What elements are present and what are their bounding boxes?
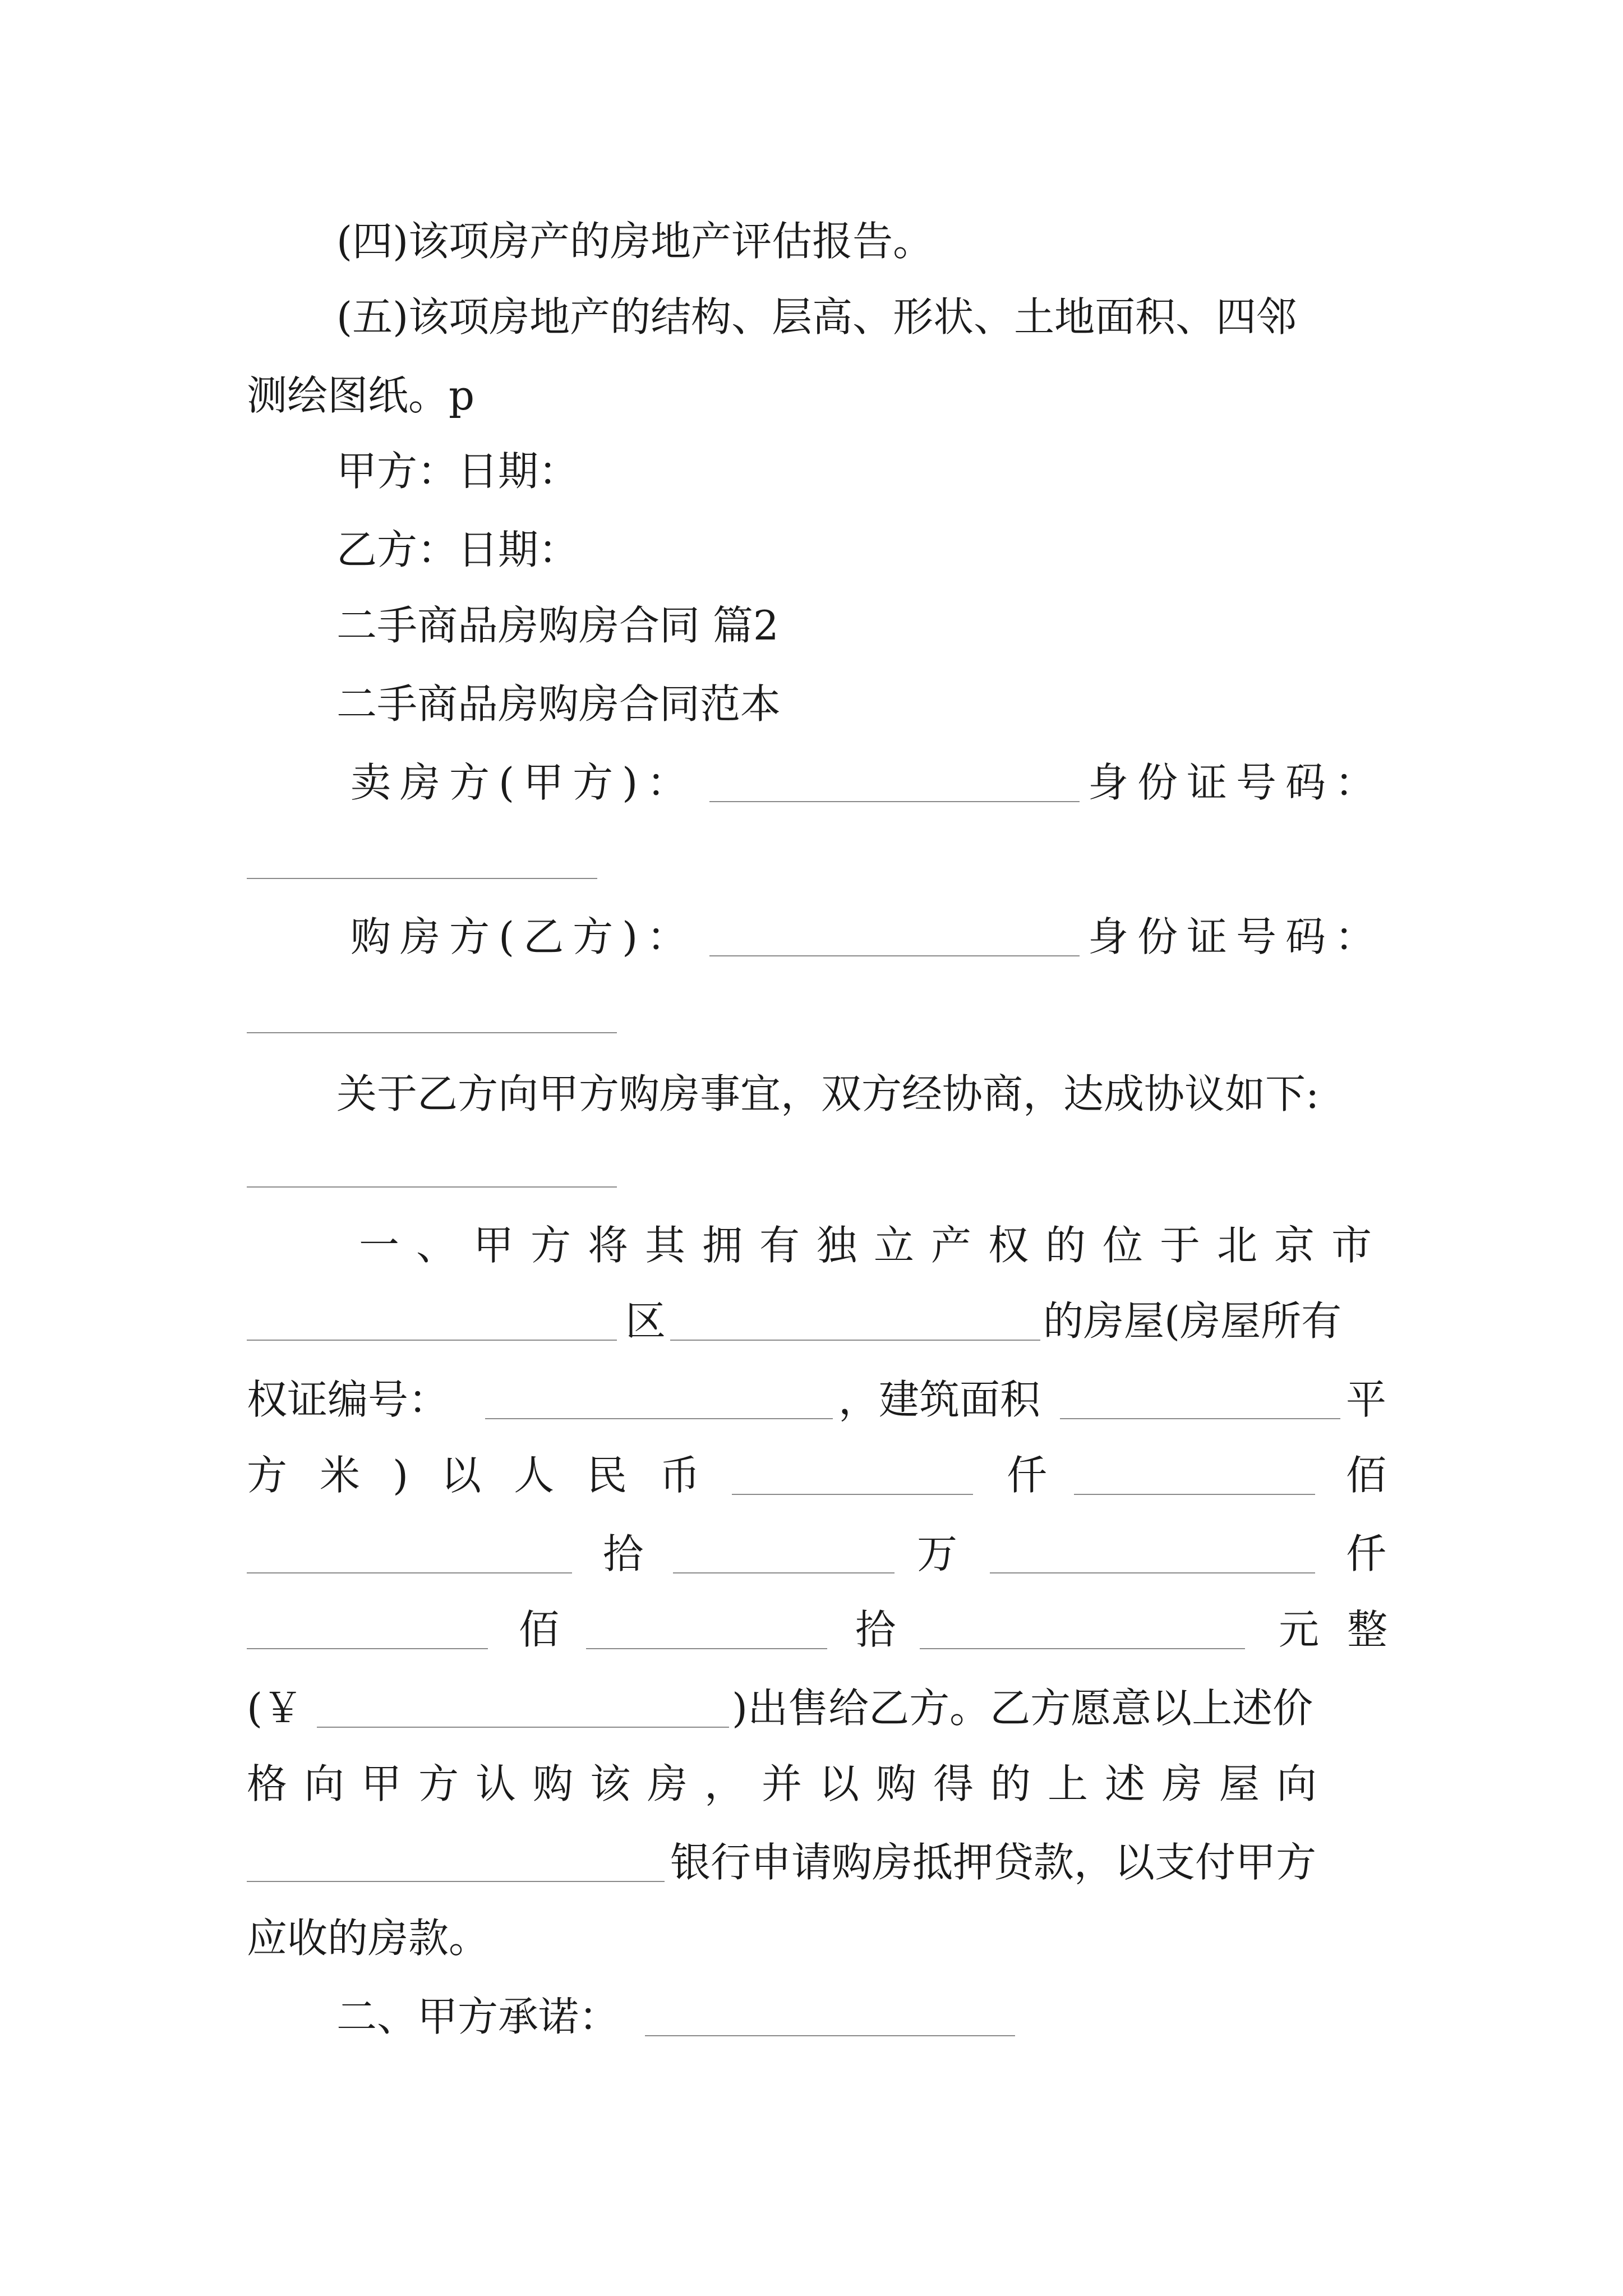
seller-id-label: 身份证号码：: [1088, 759, 1385, 806]
buyer-label: 购房方(乙方)：: [351, 913, 697, 960]
price-wan-blank: [673, 1572, 895, 1573]
yen-symbol: (￥: [247, 1685, 303, 1732]
party-a-date-label: 甲方：日期：: [336, 448, 579, 495]
cert-label: 权证编号：: [247, 1376, 449, 1423]
cert-number-blank: [485, 1418, 833, 1419]
area-blank: [1060, 1418, 1340, 1419]
item-4-text: (四)该项房产的房地产评估报告。: [336, 218, 934, 265]
qian-label: 仟: [1007, 1452, 1048, 1499]
district-blank: [247, 1340, 617, 1341]
buyer-name-blank: [709, 955, 1080, 956]
purchase-text: 格向甲方认购该房，并以购得的上述房屋向: [247, 1760, 1334, 1807]
chapter-heading: 二手商品房购房合同 篇2: [336, 602, 779, 649]
intro-blank: [247, 1186, 617, 1188]
price-figure-blank: [317, 1727, 729, 1728]
loan-text: 银行申请购房抵押贷款，以支付甲方: [670, 1839, 1317, 1886]
shi-label: 拾: [603, 1530, 644, 1577]
price-qian-blank: [732, 1494, 973, 1495]
house-label: 的房屋(房屋所有: [1043, 1297, 1342, 1345]
seller-name-blank: [709, 801, 1080, 802]
price-qian2-blank: [990, 1572, 1315, 1573]
currency-label: 方米)以人民币: [247, 1452, 733, 1499]
item-5-text: (五)该项房地产的结构、层高、形状、土地面积、四邻: [336, 293, 1297, 341]
intro-text: 关于乙方向甲方购房事宜，双方经协商，达成协议如下:: [336, 1070, 1320, 1117]
shi2-label: 拾: [855, 1606, 896, 1653]
clause1-text: 一、甲方将其拥有独立产权的位于北京市: [359, 1222, 1389, 1269]
yuan-label: 元整: [1279, 1606, 1416, 1653]
template-heading: 二手商品房购房合同范本: [336, 680, 781, 728]
area-unit-start: 平: [1346, 1376, 1387, 1423]
district-label: 区: [625, 1297, 666, 1345]
address-blank: [670, 1340, 1040, 1341]
price-shi2-blank: [586, 1648, 827, 1649]
wan-label: 万: [917, 1530, 958, 1577]
bai-label: 佰: [1346, 1452, 1387, 1499]
item-5-continuation: 测绘图纸。p: [247, 372, 475, 419]
price-yuan-blank: [920, 1648, 1245, 1649]
bai2-label: 佰: [519, 1606, 560, 1653]
payment-text: 应收的房款。: [247, 1915, 490, 1962]
area-label: ，建筑面积: [838, 1376, 1041, 1423]
clause2-blank: [645, 2035, 1015, 2036]
party-b-date-label: 乙方：日期：: [336, 526, 579, 573]
clause2-text: 二、甲方承诺：: [336, 1993, 620, 2040]
bank-blank: [247, 1881, 665, 1882]
qian2-label: 仟: [1346, 1530, 1387, 1577]
buyer-id-label: 身份证号码：: [1088, 913, 1385, 960]
buyer-id-blank: [247, 1032, 617, 1033]
sold-text: )出售给乙方。乙方愿意以上述价: [732, 1685, 1313, 1732]
price-bai-blank: [1074, 1494, 1315, 1495]
seller-id-blank: [247, 878, 597, 879]
price-shi-blank: [247, 1572, 572, 1573]
seller-label: 卖房方(甲方)：: [351, 759, 697, 806]
price-bai2-blank: [247, 1648, 488, 1649]
